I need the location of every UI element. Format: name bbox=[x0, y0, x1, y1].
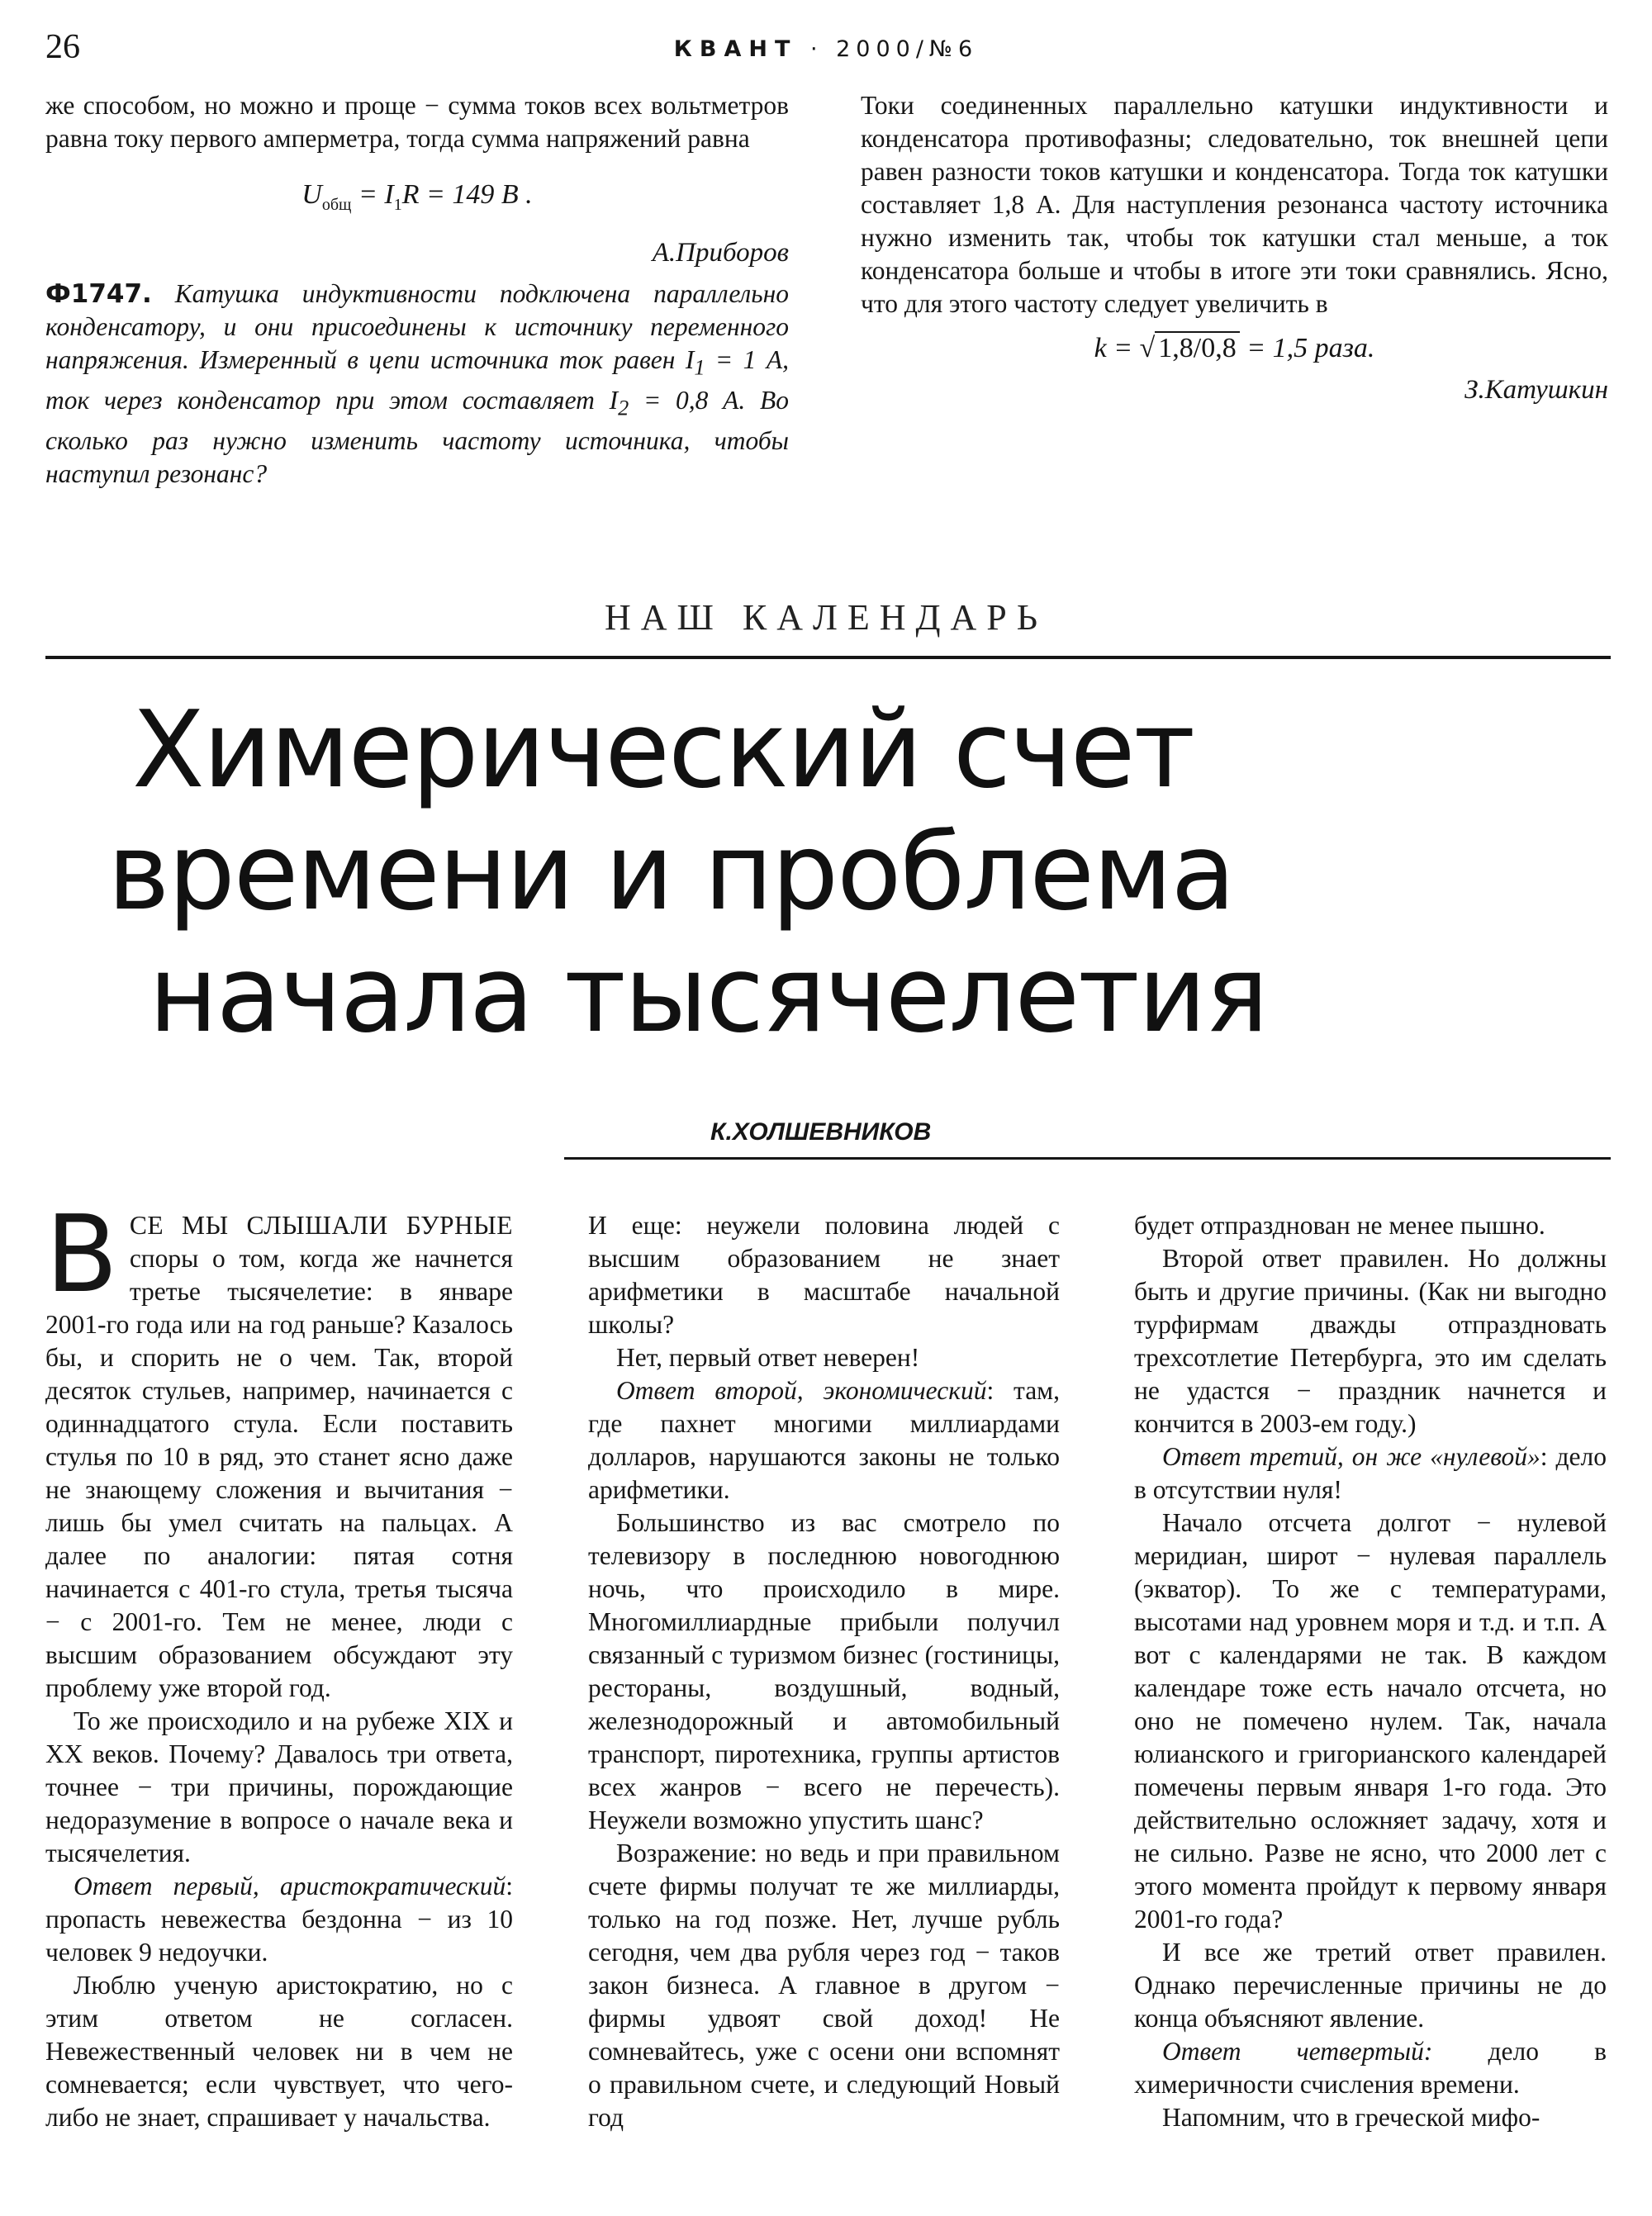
paragraph: Ответ первый, аристократический: пропасть невежества бездонна − из 10 человек 9 недоучки. bbox=[45, 1872, 513, 1967]
paragraph: Ответ третий, он же «нулевой»: дело в отсутствии нуля! bbox=[1134, 1442, 1607, 1504]
paragraph: Напомним, что в греческой мифо- bbox=[1162, 2103, 1540, 2132]
paragraph: И все же третий ответ правилен. Однако перечисленные причины не до конца объясняют явление. bbox=[1134, 1938, 1607, 2033]
paragraph: Второй ответ правилен. Но должны быть и другие причины. (Как ни выгодно турфирмам дважды отпраздновать трехсотлетие Петербурга, это им сделать не удастся − праздник начнется и кончится в 2003-ем году.) bbox=[1134, 1244, 1607, 1438]
drop-cap: В bbox=[45, 1193, 118, 1317]
running-header: КВАНТ · 2000/№6 bbox=[673, 36, 979, 62]
paragraph: будет отпразднован не менее пышно. bbox=[1134, 1211, 1545, 1240]
paragraph: Большинство из вас смотрело по телевизору в последнюю новогоднюю ночь, что происходило в мире. Многомиллиардные прибыли получил связанный с туризмом бизнес (гостиницы, рестораны, воздушный, водный, железнодорожный и автомобильный транспорт, пиротехника, группы артистов всех жанров − всего не перечесть). Неужели возможно упустить шанс? bbox=[588, 1508, 1060, 1834]
title-line: начала тысячелетия bbox=[149, 933, 1267, 1056]
paragraph: Начало отсчета долгот − нулевой меридиан, широт − нулевая параллель (экватор). То же с температурами, высотами над уровнем моря и т.д. и т.п. А вот с календарями не так. В каждом календаре тоже есть начало отсчета, но оно не помечено нулем. Так, начала юлианского и григорианского календарей помечены первым января 1-го года. Это действительно осложняет задачу, хотя и не сильно. Разве не ясно, что 2000 лет с этого момента пройдут к первому января 2001-го года? bbox=[1134, 1508, 1607, 1934]
title-line: Химерический счет bbox=[132, 689, 1194, 812]
problem-statement bbox=[45, 278, 789, 491]
equation-resonance: k = √ 1,8/0,8 = 1,5 раза. bbox=[1094, 333, 1375, 363]
paragraph: же способом, но можно и проще − сумма токов всех вольтметров равна току первого амперметра, тогда сумма напряжений равна bbox=[45, 91, 789, 153]
article-author: К.ХОЛШЕВНИКОВ bbox=[710, 1118, 932, 1146]
author-rule bbox=[564, 1157, 1611, 1160]
paragraph: Ответ второй, экономический: там, где пахнет многими миллиардами долларов, нарушаются законы не только арифметики. bbox=[588, 1376, 1060, 1504]
paragraph: Возражение: но ведь и при правильном счете фирмы получат те же миллиарды, только на год позже. Нет, лучше рубль сегодня, чем два рубля через год − таков закон бизнеса. А главное в другом − фирмы удвоят свой доход! Не сомневайтесь, уже с осени они вспомнят о правильном счете, и следующий Новый год bbox=[588, 1839, 1060, 2132]
signature: А.Приборов bbox=[652, 237, 789, 268]
section-rule bbox=[45, 656, 1611, 659]
paragraph: И еще: неужели половина людей с высшим образованием не знает арифметики в масштабе начальной школы? bbox=[588, 1211, 1060, 1339]
article-title bbox=[107, 689, 1536, 1056]
paragraph: То же происходило и на рубеже XIX и XX веков. Почему? Давалось три ответа, точнее − три причины, порождающие недоразумение в вопросе о начале века и тысячелетия. bbox=[45, 1706, 513, 1867]
issue-number: 2000/№6 bbox=[836, 36, 979, 62]
article-column-3 bbox=[1134, 1209, 1607, 2134]
title-line: времени и проблема bbox=[107, 811, 1234, 934]
paragraph: Токи соединенных параллельно катушки индуктивности и конденсатора противофазны; следовательно, ток внешней цепи равен разности токов катушки и конденсатора. Тогда ток катушки составляет 1,8 А. Для наступления резонанса частоту источника нужно изменить так, чтобы ток катушки стал меньше, а ток конденсатора больше и чтобы в итоге эти токи сравнялись. Ясно, что для этого частоту следует увеличить в bbox=[861, 91, 1608, 318]
problem-text: Катушка индуктивности подключена параллельно конденсатору, и они присоединены к источнику переменного напряжения. Измеренный в цепи источника ток равен $I_1 = 1$ А, ток через конденсатор при этом составляет $I_2 = 0,8$ А. Во сколько раз нужно изменить частоту источника, чтобы наступил резонанс? bbox=[45, 278, 790, 489]
paragraph: СЕ МЫ СЛЫШАЛИ БУРНЫЕ споры о том, когда же начнется третье тысячелетие: в январе 2001-го года или на год раньше? Казалось бы, и спорить не о чем. Так, второй десяток стульев, например, начинается с одиннадцатого стула. Если поставить стулья по 10 в ряд, это станет ясно даже не знающему сложения и вычитания − лишь бы умел считать на пальцах. А далее по аналогии: пятая сотня начинается с 401-го стула, третья тысяча − с 2001-го. Тем не менее, люди с высшим образованием обсуждают эту проблему уже второй год. bbox=[45, 1211, 513, 1702]
paragraph: Нет, первый ответ неверен! bbox=[616, 1343, 920, 1372]
prev-article-right-column bbox=[861, 89, 1608, 406]
journal-name: КВАНТ bbox=[673, 36, 798, 62]
article-column-1 bbox=[45, 1193, 513, 2134]
page-number: 26 bbox=[45, 28, 80, 66]
paragraph: Ответ четвертый: дело в химеричности счисления времени. bbox=[1134, 2037, 1607, 2099]
section-title: НАШ КАЛЕНДАРЬ bbox=[604, 597, 1048, 638]
problem-label: Ф1747. bbox=[45, 278, 152, 309]
prev-article-left-column bbox=[45, 89, 789, 491]
signature: З.Катушкин bbox=[1464, 375, 1608, 405]
paragraph: Люблю ученую аристократию, но с этим ответом не согласен. Невежественный человек ни в чем не сомневается; если чувствует, что чего-либо не знает, спрашивает у начальства. bbox=[45, 1971, 513, 2132]
equation-total-voltage: $U_{общ} = I_1R = 149$ В . bbox=[301, 179, 533, 214]
article-column-2 bbox=[588, 1209, 1060, 2134]
